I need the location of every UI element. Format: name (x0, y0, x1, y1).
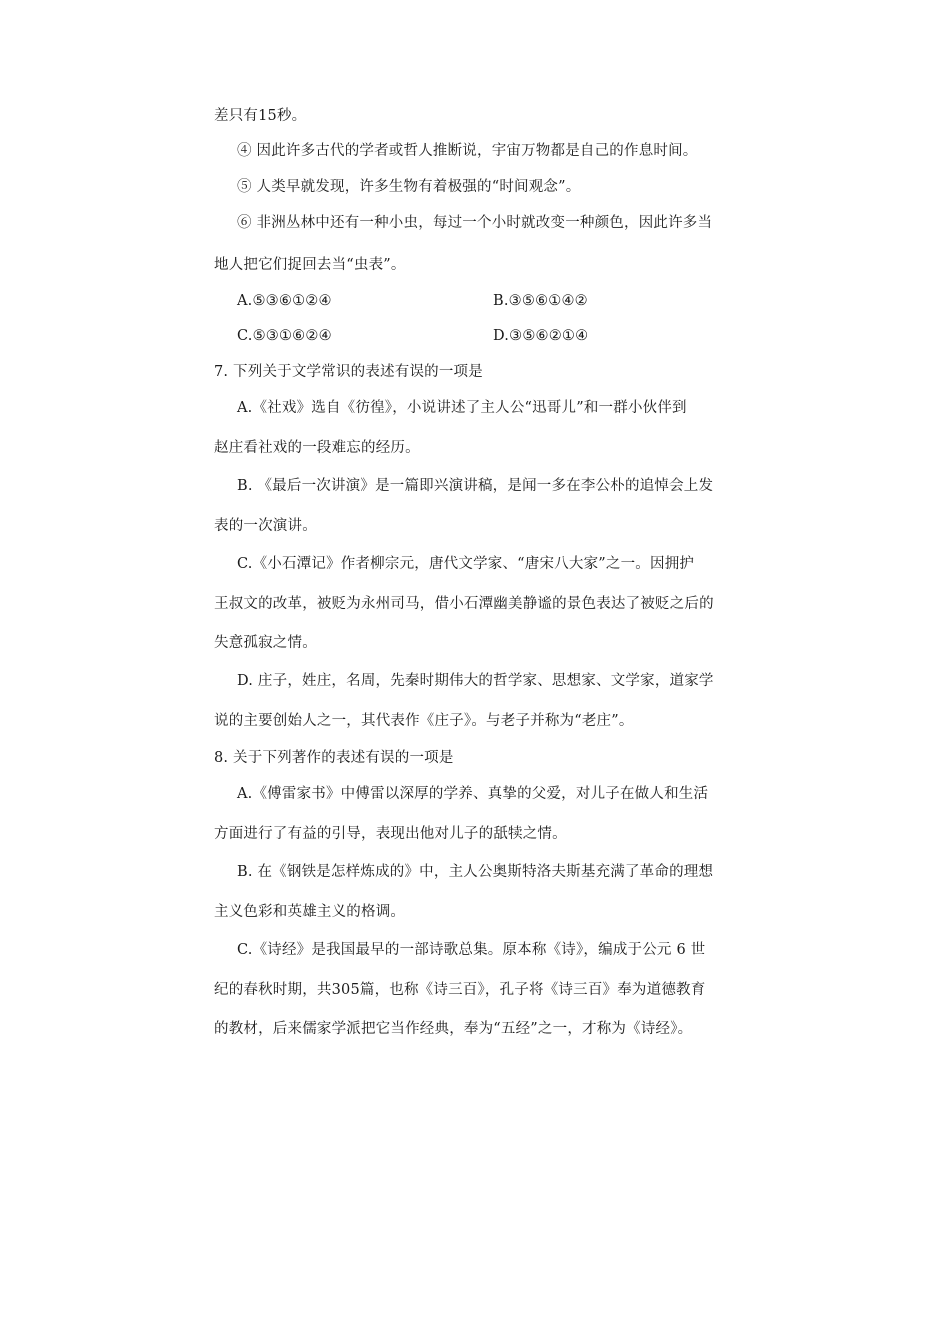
q6-option-d: D.③⑤⑥②①④ (493, 328, 589, 344)
q6-option-b: B.③⑤⑥①④② (493, 293, 588, 309)
q7-stem: 7. 下列关于文学常识的表述有误的一项是 (214, 364, 483, 380)
q7-option-a-line1: A.《社戏》选自《彷徨》，小说讲述了主人公“迅哥儿”和一群小伙伴到 (237, 400, 687, 416)
q7-option-a-line2: 赵庄看社戏的一段难忘的经历。 (214, 440, 420, 456)
q7-option-c-line2: 王叔文的改革，被贬为永州司马，借小石潭幽美静谧的景色表达了被贬之后的 (214, 596, 714, 612)
q8-option-a-line2: 方面进行了有益的引导，表现出他对儿子的舐犊之情。 (214, 826, 567, 842)
q6-sentence-6-line1: ⑥ 非洲丛林中还有一种小虫，每过一个小时就改变一种颜色，因此许多当 (237, 215, 713, 231)
q8-option-c-line1: C.《诗经》是我国最早的一部诗歌总集。原本称《诗》，编成于公元 6 世 (237, 942, 706, 958)
q6-continuation-text: 差只有15秒。 (214, 108, 307, 124)
q8-stem: 8. 关于下列著作的表述有误的一项是 (214, 750, 454, 766)
q6-option-c: C.⑤③①⑥②④ (237, 328, 332, 344)
q7-option-c-line3: 失意孤寂之情。 (214, 635, 317, 651)
q7-option-d-line1: D. 庄子，姓庄，名周，先秦时期伟大的哲学家、思想家、文学家，道家学 (237, 673, 714, 689)
q7-option-b-line2: 表的一次演讲。 (214, 518, 317, 534)
q7-option-c-line1: C.《小石潭记》作者柳宗元，唐代文学家、“唐宋八大家”之一。因拥护 (237, 556, 695, 572)
q8-option-a-line1: A.《傅雷家书》中傅雷以深厚的学养、真挚的父爱，对儿子在做人和生活 (237, 786, 709, 802)
q8-option-b-line2: 主义色彩和英雄主义的格调。 (214, 904, 406, 920)
q6-option-a: A.⑤③⑥①②④ (237, 293, 332, 309)
q8-option-c-line3: 的教材，后来儒家学派把它当作经典，奉为“五经”之一，才称为《诗经》。 (214, 1021, 693, 1037)
q8-option-c-line2: 纪的春秋时期，共305篇，也称《诗三百》，孔子将《诗三百》奉为道德教育 (214, 982, 706, 998)
q7-option-d-line2: 说的主要创始人之一，其代表作《庄子》。与老子并称为“老庄”。 (214, 713, 634, 729)
q8-option-b-line1: B. 在《钢铁是怎样炼成的》中，主人公奥斯特洛夫斯基充满了革命的理想 (237, 864, 714, 880)
q6-sentence-6-line2: 地人把它们捉回去当“虫表”。 (214, 257, 406, 273)
q6-sentence-5: ⑤ 人类早就发现，许多生物有着极强的“时间观念”。 (237, 179, 581, 195)
q6-sentence-4: ④ 因此许多古代的学者或哲人推断说，宇宙万物都是自己的作息时间。 (237, 143, 698, 159)
q7-option-b-line1: B. 《最后一次讲演》是一篇即兴演讲稿，是闻一多在李公朴的追悼会上发 (237, 478, 714, 494)
